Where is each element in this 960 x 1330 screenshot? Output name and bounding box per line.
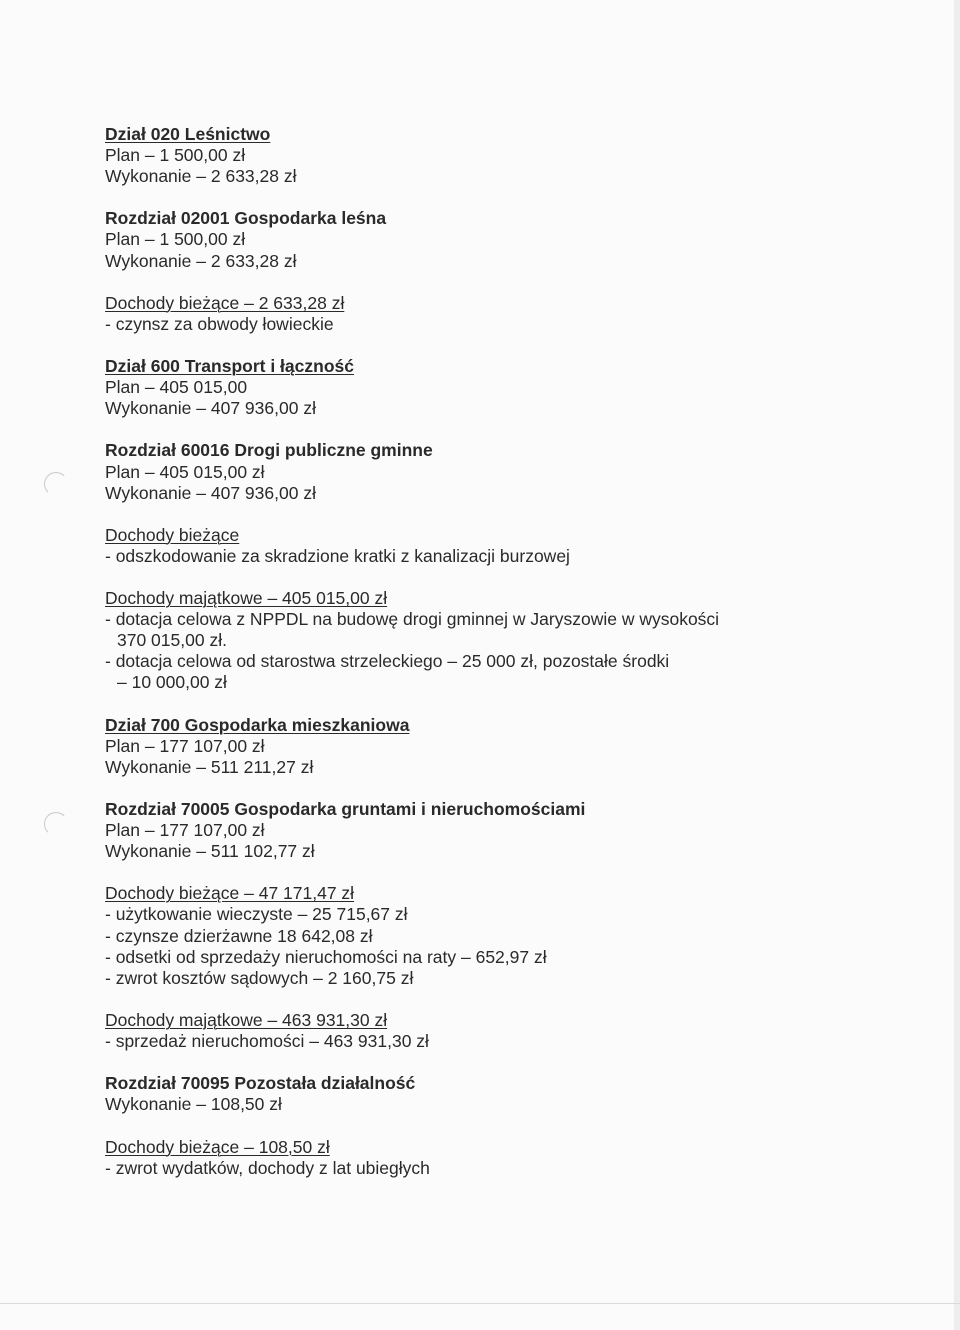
text-line: - użytkowanie wieczyste – 25 715,67 zł: [105, 904, 408, 925]
text-line: - sprzedaż nieruchomości – 463 931,30 zł: [105, 1031, 429, 1052]
text-line: - odszkodowanie za skradzione kratki z kanalizacji burzowej: [105, 545, 570, 566]
section-heading: Dział 700 Gospodarka mieszkaniowa: [105, 714, 410, 735]
blank-line: [105, 419, 805, 440]
text-line: Wykonanie – 407 936,00 zł: [105, 482, 316, 503]
text-line: – 10 000,00 zł: [117, 672, 227, 693]
section-heading: Dział 600 Transport i łączność: [105, 356, 354, 377]
blank-line: [105, 862, 805, 883]
section-heading: Rozdział 70095 Pozostała działalność: [105, 1073, 416, 1094]
text-line: - odsetki od sprzedaży nieruchomości na raty – 652,97 zł: [105, 946, 547, 967]
subheading: Dochody bieżące: [105, 524, 240, 545]
punch-hole-mark: [44, 472, 68, 496]
page-edge: [954, 0, 960, 1330]
text-line: - czynsz za obwody łowieckie: [105, 313, 334, 334]
text-line: - dotacja celowa od starostwa strzeleckiego – 25 000 zł, pozostałe środki: [105, 651, 670, 672]
subheading: Dochody bieżące – 47 171,47 zł: [105, 883, 355, 904]
blank-line: [105, 1052, 805, 1073]
text-line: Plan – 405 015,00 zł: [105, 461, 265, 482]
text-line: - zwrot wydatków, dochody z lat ubiegłych: [105, 1157, 430, 1178]
text-line: Plan – 177 107,00 zł: [105, 820, 265, 841]
blank-line: [105, 694, 805, 715]
bottom-rule: [0, 1303, 960, 1304]
subheading: Dochody majątkowe – 405 015,00 zł: [105, 588, 388, 609]
section-heading: Rozdział 70005 Gospodarka gruntami i nieruchomościami: [105, 799, 586, 819]
text-line: 370 015,00 zł.: [117, 630, 227, 651]
blank-line: [105, 778, 805, 799]
section-heading: Rozdział 02001 Gospodarka leśna: [105, 208, 387, 229]
text-line: Wykonanie – 511 211,27 zł: [105, 756, 314, 777]
section-heading: Dział 020 Leśnictwo: [105, 124, 271, 144]
blank-line: [105, 335, 805, 356]
blank-line: [105, 272, 805, 293]
blank-line: [105, 989, 805, 1010]
blank-line: [105, 504, 805, 525]
text-line: - zwrot kosztów sądowych – 2 160,75 zł: [105, 967, 414, 988]
subheading: Dochody bieżące – 2 633,28 zł: [105, 292, 345, 313]
text-line: - dotacja celowa z NPPDL na budowę drogi gminnej w Jaryszowie w wysokości: [105, 609, 720, 630]
text-line: Wykonanie – 108,50 zł: [105, 1094, 282, 1115]
text-line: - czynsze dzierżawne 18 642,08 zł: [105, 925, 373, 946]
section-heading: Rozdział 60016 Drogi publiczne gminne: [105, 440, 433, 461]
subheading: Dochody bieżące – 108,50 zł: [105, 1136, 330, 1157]
text-line: Wykonanie – 2 633,28 zł: [105, 166, 297, 187]
text-line: Wykonanie – 407 936,00 zł: [105, 398, 316, 419]
subheading: Dochody majątkowe – 463 931,30 zł: [105, 1009, 388, 1030]
punch-hole-mark: [44, 812, 68, 836]
document-body: [105, 124, 805, 1179]
text-line: Plan – 177 107,00 zł: [105, 735, 265, 756]
text-line: Wykonanie – 2 633,28 zł: [105, 250, 297, 271]
text-line: Wykonanie – 511 102,77 zł: [105, 841, 315, 862]
text-line: Plan – 1 500,00 zł: [105, 145, 246, 166]
text-line: Plan – 405 015,00: [105, 377, 248, 398]
text-line: Plan – 1 500,00 zł: [105, 229, 246, 250]
blank-line: [105, 187, 805, 208]
blank-line: [105, 1115, 805, 1136]
blank-line: [105, 567, 805, 588]
